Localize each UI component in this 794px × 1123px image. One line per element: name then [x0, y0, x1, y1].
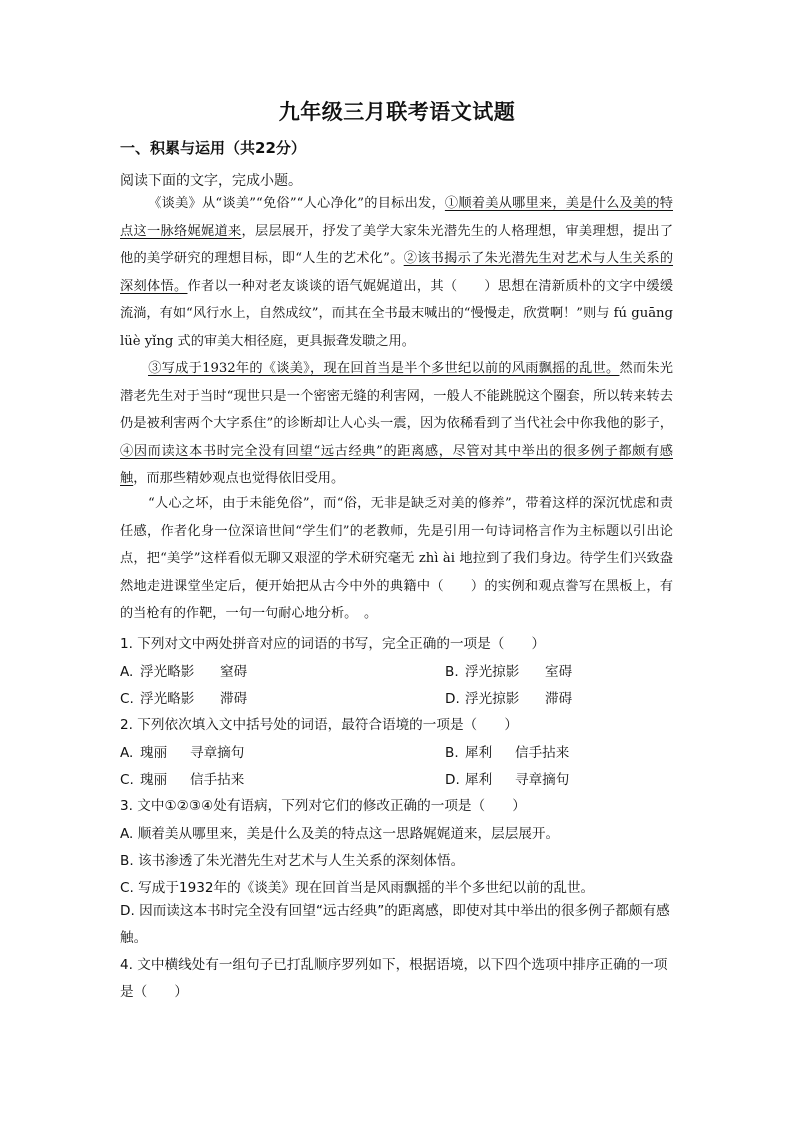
underlined-sentence-4: ④因而读这本书时完全没有回望“远古经典”的距离感，尽管对其中举出的很多例子都颇有感触 — [120, 443, 673, 487]
question-4-stem: 4. 文中横线处有一组句子已打乱顺序罗列如下，根据语境，以下四个选项中排序正确的一项是（ ） — [120, 957, 668, 1000]
question-1-option-c[interactable] — [120, 687, 247, 707]
underlined-sentence-1: ①顺着美从哪里来，美是什么及美的特点这一脉络娓娓道来 — [120, 196, 673, 239]
option-letter: A. — [120, 745, 134, 761]
section-heading: 一、积累与运用（共22分） — [120, 139, 306, 157]
reading-instruction: 阅读下面的文字，完成小题。 — [120, 173, 302, 189]
question-1-option-b[interactable] — [445, 660, 572, 680]
passage-paragraph-1 — [120, 190, 673, 356]
option-word-2: 窒碍 — [220, 664, 248, 680]
option-word-2: 信手拈来 — [190, 772, 245, 788]
passage-text: ，层层展开，抒发了美学大家朱光潜先生的人格理想，审美理想，提出了他的美学研究的理想目标，即“人生的艺术化”。 — [120, 223, 674, 267]
option-word-1: 浮光掠影 — [465, 691, 520, 707]
option-word-2: 信手拈来 — [515, 745, 570, 761]
underlined-sentence-2: ②该书揭示了朱光潜先生对艺术与人生关系的深刻体悟。 — [120, 251, 674, 294]
question-3-option-b[interactable]: B. 该书渗透了朱光潜先生对艺术与人生关系的深刻体悟。 — [120, 853, 465, 869]
option-word-1: 浮光略影 — [140, 664, 195, 680]
option-word-1: 瑰丽 — [140, 745, 168, 761]
option-word-1: 浮光略影 — [140, 691, 195, 707]
question-3-stem: 3. 文中①②③④处有语病，下列对它们的修改正确的一项是（ ） — [120, 798, 526, 814]
option-letter: C. — [120, 691, 134, 707]
option-letter: B. — [445, 745, 459, 761]
question-2-option-c[interactable] — [120, 768, 244, 788]
question-1-option-d[interactable] — [445, 687, 572, 707]
passage-text: “人心之坏，由于未能免俗”，而“俗，无非是缺乏对美的修养”，带着这样的深沉忧虑和责任感，作者化身一位深谙世间“学生们”的老教师，先是引用一句诗词格言作为主标题以引出论点，把“美学”这样看似无聊又艰涩的学术研究毫无 zhì ài 地拉到了我们身边。待学生们兴致盎然地走进课堂坐定后，便开始把从古今中外的典籍中（ ）的实例和观点誊写在黑板上，有的当枪有的作靶，一句一句耐心地分析。 。 — [120, 496, 673, 622]
question-1-stem: 1. 下列对文中两处拼音对应的词语的书写，完全正确的一项是（ ） — [120, 636, 546, 652]
underlined-sentence-3: ③写成于1932年的《谈美》，现在回首当是半个多世纪以前的风雨飘摇的乱世。 — [148, 361, 620, 376]
option-letter: D. — [445, 772, 460, 788]
question-3-option-c[interactable]: C. 写成于1932年的《谈美》现在回首当是风雨飘摇的半个多世纪以前的乱世。 — [120, 880, 595, 896]
option-word-2: 室碍 — [545, 664, 573, 680]
option-word-1: 瑰丽 — [140, 772, 168, 788]
passage-text: 作者以一种对老友谈谈的语气娓娓道出，其（ ）思想在清新质朴的文字中缓缓流淌，有如“风行水上，自然成纹”，而其在全书最末喊出的“慢慢走，欣赏啊！”则与 fú guāng lüè yǐng 式的审美大相径庭，更具振聋发聩之用。 — [120, 278, 674, 349]
question-2-stem: 2. 下列依次填入文中括号处的词语，最符合语境的一项是（ ） — [120, 717, 518, 733]
option-word-2: 滞碍 — [220, 691, 248, 707]
passage-text: 《谈美》从“谈美”“免俗”“人心净化”的目标出发， — [148, 196, 445, 211]
passage-text: ，而那些精妙观点也觉得依旧受用。 — [133, 471, 345, 487]
question-1-option-a[interactable] — [120, 660, 247, 680]
page-title: 九年级三月联考语文试题 — [278, 99, 516, 124]
option-word-2: 寻章摘句 — [190, 745, 245, 761]
option-letter: C. — [120, 772, 134, 788]
question-2-option-b[interactable] — [445, 741, 569, 761]
option-word-1: 浮光掠影 — [465, 664, 520, 680]
passage-paragraph-2 — [120, 355, 673, 493]
passage-paragraph-3 — [120, 490, 673, 628]
question-3-option-d[interactable]: D. 因而读这本书时完全没有回望“远古经典”的距离感，即使对其中举出的很多例子都颇有感触。 — [120, 903, 670, 946]
question-2-option-a[interactable] — [120, 741, 244, 761]
option-letter: B. — [445, 664, 459, 680]
option-word-2: 寻章摘句 — [515, 772, 570, 788]
option-word-2: 滞碍 — [545, 691, 573, 707]
option-word-1: 犀利 — [465, 745, 493, 761]
passage-text: 然而朱光潜老先生对于当时“现世只是一个密密无缝的利害网，一般人不能跳脱这个圈套，所以转来转去仍是被利害两个大字系住”的诊断却让人心头一震，因为依稀看到了当代社会中你我他的影子， — [120, 361, 673, 432]
option-letter: A. — [120, 664, 134, 680]
question-3-option-a[interactable]: A. 顺着美从哪里来，美是什么及美的特点这一思路娓娓道来，层层展开。 — [120, 826, 560, 842]
option-letter: D. — [445, 691, 460, 707]
question-2-option-d[interactable] — [445, 768, 569, 788]
option-word-1: 犀利 — [465, 772, 493, 788]
